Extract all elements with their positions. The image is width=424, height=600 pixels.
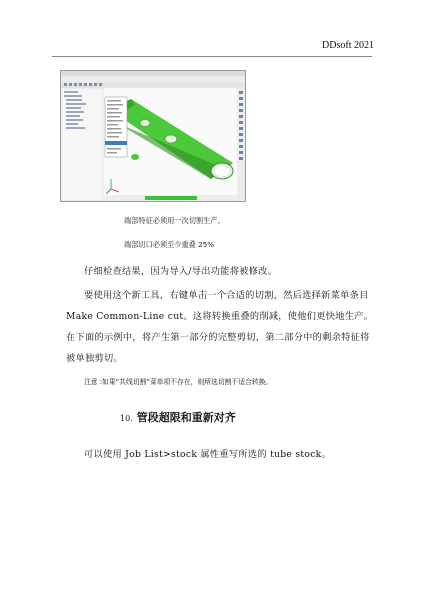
tube-3d <box>109 99 233 179</box>
paragraph-1: 仔细检查结果，因为导入/导出功能将被修改。 <box>84 266 278 277</box>
note-line: 注意 :如果“共线切割”菜单项不存在，则所选切割不适合转换。 <box>84 378 273 386</box>
context-menu <box>105 97 127 157</box>
paragraph-2: 要使用这个新工具，右键单击一个合适的切割，然后选择新菜单条目 Make Common-Line cut。这将转换重叠的削减，使他们更快地生产。在下面的示例中，将产生第一部分的完整剪切，第二部分中的剩余特征将被单独剪切。 <box>66 290 374 364</box>
software-screenshot <box>60 70 246 202</box>
page-header-brand: DDsoft 2021 <box>322 40 374 51</box>
screenshot-drawing <box>61 71 245 201</box>
toolbar-row-2 <box>61 82 245 88</box>
toolbar-row-1 <box>61 76 245 82</box>
window-title-bar <box>61 71 245 76</box>
paragraph-3: 可以使用 Job List>stock 属性重写所选的 tube stock。 <box>84 449 332 460</box>
axis-icon <box>106 179 119 194</box>
caption-line-1: 端部特征必须用一次切割生产。 <box>124 216 225 225</box>
caption-line-2: 端部切口必须至少重叠 25% <box>124 240 215 249</box>
section-title: 管段超限和重新对齐 <box>136 411 236 424</box>
section-heading <box>120 409 236 425</box>
header-rule <box>52 56 372 57</box>
section-number: 10. <box>120 414 133 423</box>
progress-bar <box>145 196 197 200</box>
